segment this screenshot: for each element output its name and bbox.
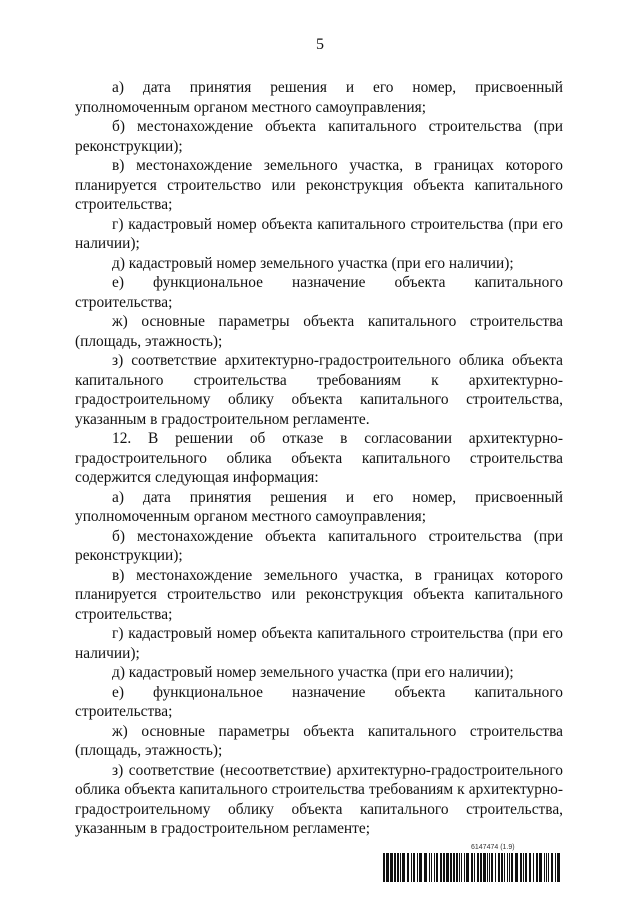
paragraph-item-g: г) кадастровый номер объекта капитального строительства (при его наличии); [75,625,563,662]
page-number: 5 [316,36,324,53]
paragraph-item-v: в) местонахождение земельного участка, в границах которого планируется строительство или реконструкция объекта капитального строительства; [75,157,563,213]
paragraph-item-z: з) соответствие архитектурно-градостроительного облика объекта капитального строительства требованиям к архитектурно-градостроительному облику объекта капитального строительства, указанным в градостроительном регламенте. [75,352,563,428]
paragraph-item-e: е) функциональное назначение объекта капитального строительства; [75,274,563,311]
paragraph-item-a: а) дата принятия решения и его номер, присвоенный уполномоченным органом местного самоуправления; [75,79,563,116]
paragraph-item-zh: ж) основные параметры объекта капитального строительства (площадь, этажность); [75,722,563,759]
paragraph-item-b: б) местонахождение объекта капитального строительства (при реконструкции); [75,527,563,564]
paragraph-item-b: б) местонахождение объекта капитального строительства (при реконструкции); [75,118,563,155]
paragraph-item-g: г) кадастровый номер объекта капитального строительства (при его наличии); [75,215,563,252]
barcode-image [383,853,563,882]
paragraph-section-12: 12. В решении об отказе в согласовании архитектурно-градостроительного облика объекта капитального строительства содержится следующая информация: [75,430,563,486]
barcode-block [383,844,563,882]
barcode-caption: 6147474 (1.9) [471,844,515,851]
paragraph-item-e: е) функциональное назначение объекта капитального строительства; [75,683,563,720]
paragraph-item-d: д) кадастровый номер земельного участка (при его наличии); [112,664,514,681]
paragraph-item-z: з) соответствие (несоответствие) архитектурно-градостроительного облика объекта капитального строительства требованиям к архитектурно-градостроительному облику объекта капитального строительства, указанным в градостроительном регламенте; [75,761,563,837]
paragraph-item-v: в) местонахождение земельного участка, в границах которого планируется строительство или реконструкция объекта капитального строительства; [75,566,563,623]
paragraph-item-zh: ж) основные параметры объекта капитального строительства (площадь, этажность); [75,313,563,350]
document-body [75,78,563,839]
paragraph-item-d: д) кадастровый номер земельного участка (при его наличии); [112,254,514,272]
paragraph-item-a: а) дата принятия решения и его номер, присвоенный уполномоченным органом местного самоуправления; [75,488,563,525]
